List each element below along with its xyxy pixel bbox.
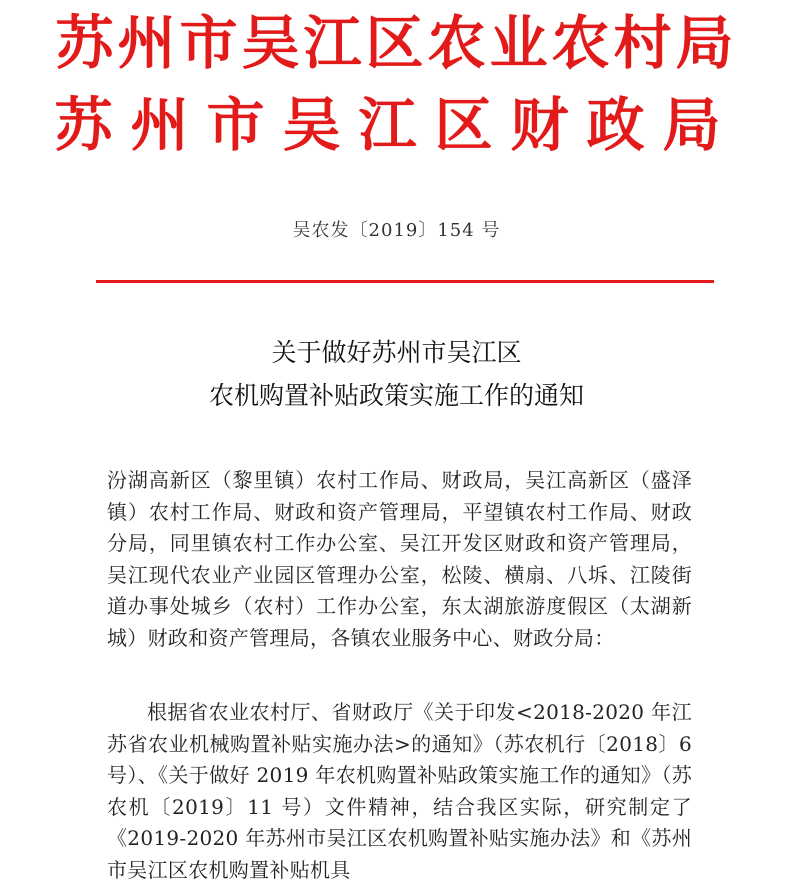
issuer-name-finance-bureau: 苏州市吴江区财政局 xyxy=(54,91,739,159)
body-paragraph: 根据省农业农村厅、省财政厅《关于印发<2018-2020 年江苏省农业机械购置补贴实施办法>的通知》（苏农机行〔2018〕6 号）、《关于做好 2019 年农机购置补贴政策实施工作的通知》（苏农机〔2019〕11 号）文件精神，结合我区实际，研究制定了《2019-2020 年苏州市吴江区农机购置补贴实施办法》和《苏州市吴江区农机购置补贴机具 xyxy=(107,700,692,882)
issuer-name-agriculture-bureau: 苏州市吴江区农业农村局 xyxy=(55,9,738,77)
red-divider-line xyxy=(96,280,714,283)
addressees-paragraph: 汾湖高新区（黎里镇）农村工作局、财政局，吴江高新区（盛泽镇）农村工作局、财政和资产管理局，平望镇农村工作局、财政分局，同里镇农村工作办公室、吴江开发区财政和资产管理局，吴江现代农业产业园区管理办公室，松陵、横扇、八坼、江陵街道办事处城乡（农村）工作办公室，东太湖旅游度假区（太湖新城）财政和资产管理局，各镇农业服务中心、财政分局： xyxy=(107,468,692,650)
document-title-line-2: 农机购置补贴政策实施工作的通知 xyxy=(208,381,584,410)
document-title-line-1: 关于做好苏州市吴江区 xyxy=(271,338,522,367)
document-number: 吴农发〔2019〕154 号 xyxy=(292,220,501,241)
